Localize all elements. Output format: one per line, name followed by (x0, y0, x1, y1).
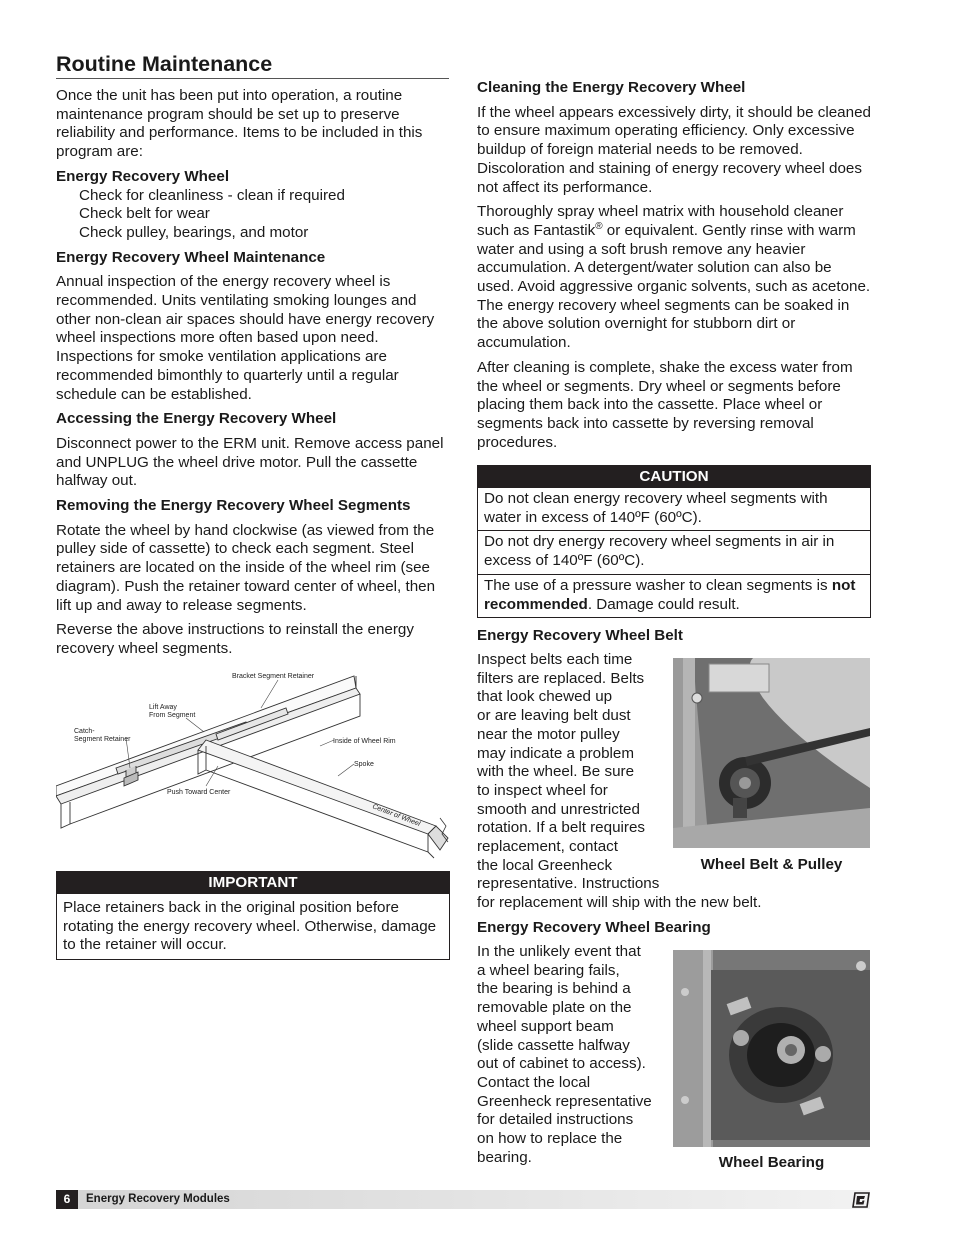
diagram-label-lift: Lift Away (149, 704, 177, 711)
wheel-belt-photo (673, 658, 870, 848)
diagram-label-spoke: Spoke (354, 761, 374, 768)
intro-text: Once the unit has been put into operation, a routine maintenance program should be set up to preserve reliability and performance. Items to be included in this program are: (56, 87, 423, 161)
caution-box (477, 465, 871, 618)
right-column (477, 79, 872, 452)
caution-item: The use of a pressure washer to clean segments is not recommended. Damage could result. (478, 574, 870, 617)
diagram-label-catch: Catch- (74, 728, 95, 735)
wheel-bearing-photo (673, 950, 870, 1147)
bearing-caption: Wheel Bearing (718, 1154, 825, 1171)
footer-title: Energy Recovery Modules (86, 1193, 230, 1205)
greenheck-logo (852, 1192, 870, 1208)
diagram-label-catch: Segment Retainer (74, 736, 131, 743)
page-title: Routine Maintenance (56, 52, 273, 76)
erw-item: Check pulley, bearings, and motor (79, 223, 309, 241)
access-heading: Accessing the Energy Recovery Wheel (56, 410, 337, 428)
bearing-heading: Energy Recovery Wheel Bearing (477, 919, 711, 936)
diagram-label-push: Push Toward Center (167, 789, 231, 796)
caution-header: CAUTION (478, 466, 870, 488)
erw-item: Check belt for wear (79, 205, 210, 223)
erw-item: Check for cleanliness - clean if required (79, 186, 345, 204)
maint-heading: Energy Recovery Wheel Maintenance (56, 248, 326, 266)
important-header: IMPORTANT (57, 872, 449, 894)
caution-item: Do not clean energy recovery wheel segments with water in excess of 140ºF (60ºC). (484, 490, 828, 526)
reinstall-text: Reverse the above instructions to reinstall the energy recovery wheel segments. (56, 621, 414, 657)
left-column (56, 87, 451, 659)
belt-caption: Wheel Belt & Pulley (700, 856, 843, 873)
maint-text: Annual inspection of the energy recovery wheel is recommended. Units ventilating smoking lounges and other non-clean air spaces should have energy recovery wheel inspections more often based upon need. Inspections for smoke ventilation applications are recommended bimonthly to quarterly until a regular schedule can be established. (56, 273, 435, 403)
diagram-label-lift: From Segment (149, 712, 196, 719)
diagram-label-rim: Inside of Wheel Rim (333, 738, 396, 745)
belt-heading: Energy Recovery Wheel Belt (477, 627, 683, 644)
remove-text: Rotate the wheel by hand clockwise (as viewed from the pulley side of cassette) to check each segment. Steel retainers are located on the inside of the wheel rim (see diagram). Push the retainer toward center of wheel, then lift up and away to release segments. (56, 521, 436, 614)
belt-text: Inspect belts each time filters are replaced. Belts that look chewed up or are leaving belt dust near the motor pulley may indicate a problem with the wheel. Be sure to inspect wheel for smooth and unrestricted rotation. If a belt requires replacement, contact the local Greenheck representative. Instructions for replacement will ship with the new belt. (477, 651, 762, 912)
retainer-diagram (56, 668, 450, 860)
diagram-label-center: Center of Wheel (371, 803, 422, 828)
important-box (56, 871, 450, 960)
bearing-text: In the unlikely event that a wheel bearing fails, the bearing is behind a removable plate on the wheel support beam (slide cassette halfway out of cabinet to access). Contact the local Greenheck representative for detailed instructions on how to replace the bearing. (477, 943, 652, 1166)
title-rule (56, 78, 449, 79)
remove-heading: Removing the Energy Recovery Wheel Segments (56, 497, 411, 515)
clean-text-2: Thoroughly spray wheel matrix with household cleaner such as Fantastik® or equivalent. Gently rinse with warm water and using a soft brush remove any heavier accumulation. A detergent/water solution can also be used. Avoid aggressive organic solvents, such as acetone. The energy recovery wheel segments can be soaked in the above solution overnight for stubborn dirt or accumulation. (477, 203, 871, 352)
erw-heading: Energy Recovery Wheel (56, 167, 230, 185)
clean-text-1: If the wheel appears excessively dirty, it should be cleaned to ensure maximum operating efficiency. Only excessive buildup of foreign material needs to be removed. Discoloration and staining of energy recovery wheel does not affect its performance. (477, 103, 871, 196)
caution-item: Do not dry energy recovery wheel segments in air in excess of 140ºF (60ºC). (478, 530, 870, 573)
diagram-label-bracket: Bracket Segment Retainer (232, 673, 315, 680)
footer-page-number: 6 (56, 1190, 78, 1209)
access-text: Disconnect power to the ERM unit. Remove access panel and UNPLUG the wheel drive motor. Pull the cassette halfway out. (56, 434, 444, 490)
clean-text-3: After cleaning is complete, shake the excess water from the wheel or segments. Dry wheel or segments before placing them back into the cassette. Place wheel or segments back into cassette by reversing removal procedures. (477, 358, 853, 451)
clean-heading: Cleaning the Energy Recovery Wheel (477, 79, 746, 96)
important-text: Place retainers back in the original position before rotating the energy recovery wheel. Otherwise, damage to the retainer will occur. (63, 899, 437, 954)
